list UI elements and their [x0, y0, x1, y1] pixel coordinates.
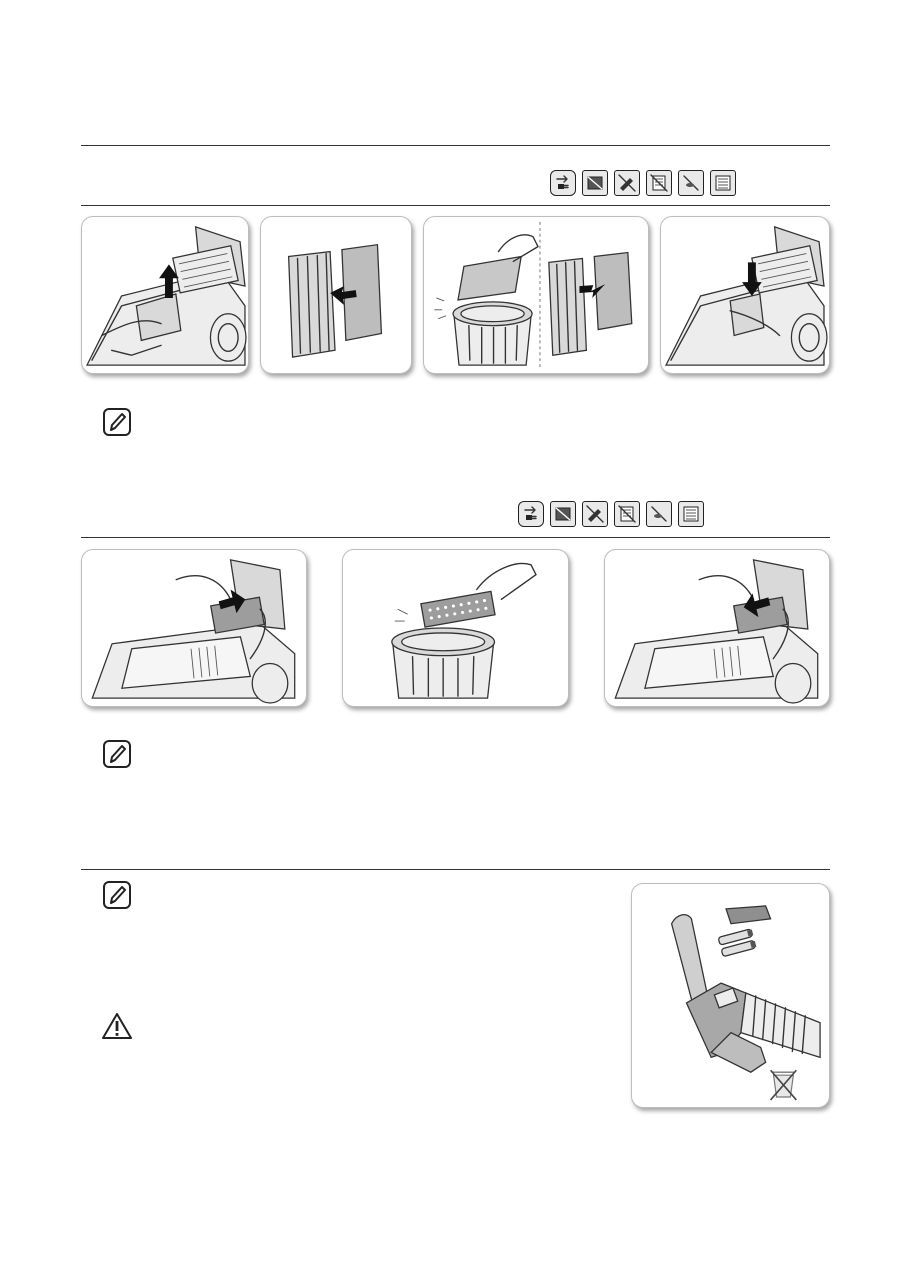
- crossed-bin-icon: [771, 1070, 797, 1100]
- wand-icon: [646, 501, 672, 527]
- remote-handle-battery-image: [631, 883, 830, 1108]
- unplug-icon: [550, 170, 576, 196]
- step-2-separate-filter-image: [260, 216, 412, 374]
- warning-triangle-icon: [100, 1011, 134, 1041]
- step-3-replace-pad-image: [423, 216, 649, 374]
- step-4-reinsert-filter-image: [660, 216, 830, 374]
- note-pencil-icon: [102, 739, 132, 769]
- section-divider-top: [81, 145, 830, 146]
- dust-bin-icon: [582, 170, 608, 196]
- unplug-icon: [518, 501, 544, 527]
- brush-icon: [582, 501, 608, 527]
- section-divider-2: [81, 537, 830, 538]
- filter-icon: [646, 170, 672, 196]
- step-2-discard-exhaust-filter-image: [342, 549, 569, 707]
- filter-holder-icon: [710, 170, 736, 196]
- section-divider-1b: [81, 205, 830, 206]
- note-pencil-icon: [102, 880, 132, 910]
- section-divider-3: [81, 869, 830, 870]
- step-1-remove-exhaust-filter-image: [81, 549, 307, 707]
- note-pencil-icon: [102, 407, 132, 437]
- step-3-insert-exhaust-filter-image: [604, 549, 830, 707]
- filter-holder-icon: [678, 501, 704, 527]
- step-1-remove-filter-image: [81, 216, 249, 374]
- wand-icon: [678, 170, 704, 196]
- icon-bar-2: [518, 501, 704, 529]
- icon-bar-1: [550, 170, 736, 198]
- dust-bin-icon: [550, 501, 576, 527]
- brush-icon: [614, 170, 640, 196]
- filter-icon: [614, 501, 640, 527]
